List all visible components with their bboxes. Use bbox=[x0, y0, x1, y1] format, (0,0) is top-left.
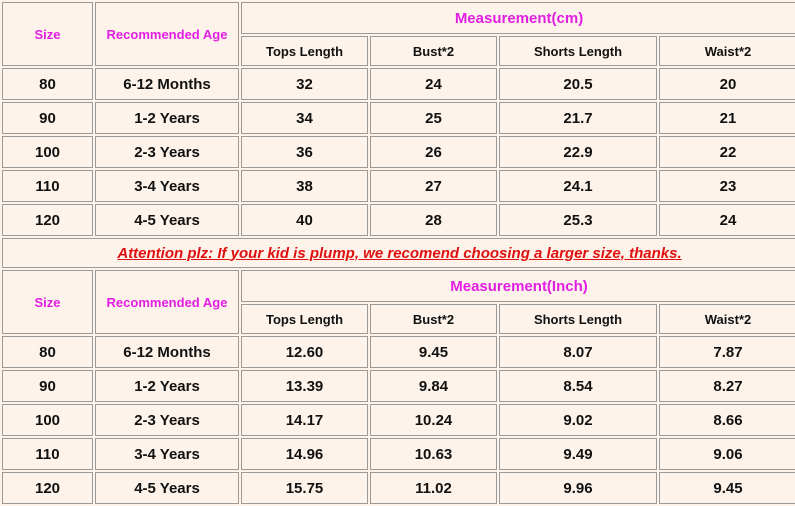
cm-column-header: Waist*2 bbox=[659, 36, 795, 66]
cm-value-cell: 40 bbox=[241, 204, 368, 236]
cm-value-cell: 22.9 bbox=[499, 136, 657, 168]
cm-value-cell: 20 bbox=[659, 68, 795, 100]
cm-column-header: Bust*2 bbox=[370, 36, 497, 66]
cm-column-header: Tops Length bbox=[241, 36, 368, 66]
inch-value-cell: 15.75 bbox=[241, 472, 368, 504]
inch-column-header: Bust*2 bbox=[370, 304, 497, 334]
inch-measurement-header: Measurement(Inch) bbox=[241, 270, 795, 302]
attention-note: Attention plz: If your kid is plump, we recomend choosing a larger size, thanks. bbox=[2, 238, 795, 268]
inch-value-cell: 9.49 bbox=[499, 438, 657, 470]
inch-size-cell: 100 bbox=[2, 404, 93, 436]
inch-value-cell: 12.60 bbox=[241, 336, 368, 368]
inch-size-cell: 90 bbox=[2, 370, 93, 402]
cm-value-cell: 26 bbox=[370, 136, 497, 168]
inch-value-cell: 9.06 bbox=[659, 438, 795, 470]
cm-value-cell: 20.5 bbox=[499, 68, 657, 100]
cm-age-cell: 2-3 Years bbox=[95, 136, 239, 168]
inch-age-cell: 6-12 Months bbox=[95, 336, 239, 368]
cm-column-header: Shorts Length bbox=[499, 36, 657, 66]
inch-age-cell: 4-5 Years bbox=[95, 472, 239, 504]
inch-value-cell: 13.39 bbox=[241, 370, 368, 402]
inch-size-header: Size bbox=[2, 270, 93, 334]
inch-size-cell: 80 bbox=[2, 336, 93, 368]
cm-age-cell: 1-2 Years bbox=[95, 102, 239, 134]
inch-table-row bbox=[2, 472, 795, 504]
inch-table-row bbox=[2, 404, 795, 436]
cm-age-cell: 3-4 Years bbox=[95, 170, 239, 202]
inch-value-cell: 9.02 bbox=[499, 404, 657, 436]
inch-value-cell: 11.02 bbox=[370, 472, 497, 504]
size-chart-body bbox=[2, 2, 795, 504]
cm-value-cell: 23 bbox=[659, 170, 795, 202]
inch-size-cell: 120 bbox=[2, 472, 93, 504]
cm-table-row bbox=[2, 170, 795, 202]
inch-table-row bbox=[2, 336, 795, 368]
inch-table-row bbox=[2, 370, 795, 402]
cm-size-header: Size bbox=[2, 2, 93, 66]
cm-size-cell: 80 bbox=[2, 68, 93, 100]
inch-column-header: Tops Length bbox=[241, 304, 368, 334]
inch-value-cell: 14.17 bbox=[241, 404, 368, 436]
cm-table-row bbox=[2, 136, 795, 168]
cm-age-header: Recommended Age bbox=[95, 2, 239, 66]
inch-value-cell: 8.54 bbox=[499, 370, 657, 402]
cm-value-cell: 22 bbox=[659, 136, 795, 168]
inch-age-cell: 2-3 Years bbox=[95, 404, 239, 436]
cm-table-row bbox=[2, 102, 795, 134]
inch-value-cell: 8.27 bbox=[659, 370, 795, 402]
inch-column-header: Shorts Length bbox=[499, 304, 657, 334]
inch-table-row bbox=[2, 438, 795, 470]
cm-value-cell: 38 bbox=[241, 170, 368, 202]
inch-age-cell: 3-4 Years bbox=[95, 438, 239, 470]
cm-size-cell: 110 bbox=[2, 170, 93, 202]
cm-value-cell: 21 bbox=[659, 102, 795, 134]
cm-table-row bbox=[2, 68, 795, 100]
inch-value-cell: 8.66 bbox=[659, 404, 795, 436]
cm-size-cell: 100 bbox=[2, 136, 93, 168]
cm-value-cell: 36 bbox=[241, 136, 368, 168]
cm-age-cell: 6-12 Months bbox=[95, 68, 239, 100]
inch-value-cell: 8.07 bbox=[499, 336, 657, 368]
inch-value-cell: 9.84 bbox=[370, 370, 497, 402]
inch-column-header: Waist*2 bbox=[659, 304, 795, 334]
inch-size-cell: 110 bbox=[2, 438, 93, 470]
cm-value-cell: 34 bbox=[241, 102, 368, 134]
inch-value-cell: 10.63 bbox=[370, 438, 497, 470]
inch-value-cell: 14.96 bbox=[241, 438, 368, 470]
inch-header-row bbox=[2, 270, 795, 302]
cm-value-cell: 25 bbox=[370, 102, 497, 134]
inch-value-cell: 9.96 bbox=[499, 472, 657, 504]
cm-age-cell: 4-5 Years bbox=[95, 204, 239, 236]
cm-value-cell: 24 bbox=[370, 68, 497, 100]
cm-value-cell: 24.1 bbox=[499, 170, 657, 202]
inch-value-cell: 7.87 bbox=[659, 336, 795, 368]
cm-measurement-header: Measurement(cm) bbox=[241, 2, 795, 34]
cm-value-cell: 25.3 bbox=[499, 204, 657, 236]
cm-size-cell: 90 bbox=[2, 102, 93, 134]
cm-size-cell: 120 bbox=[2, 204, 93, 236]
inch-age-cell: 1-2 Years bbox=[95, 370, 239, 402]
cm-value-cell: 21.7 bbox=[499, 102, 657, 134]
cm-value-cell: 27 bbox=[370, 170, 497, 202]
inch-age-header: Recommended Age bbox=[95, 270, 239, 334]
cm-table-row bbox=[2, 204, 795, 236]
inch-value-cell: 10.24 bbox=[370, 404, 497, 436]
inch-value-cell: 9.45 bbox=[659, 472, 795, 504]
cm-value-cell: 28 bbox=[370, 204, 497, 236]
cm-header-row bbox=[2, 2, 795, 34]
inch-value-cell: 9.45 bbox=[370, 336, 497, 368]
note-row bbox=[2, 238, 795, 268]
cm-value-cell: 24 bbox=[659, 204, 795, 236]
cm-value-cell: 32 bbox=[241, 68, 368, 100]
